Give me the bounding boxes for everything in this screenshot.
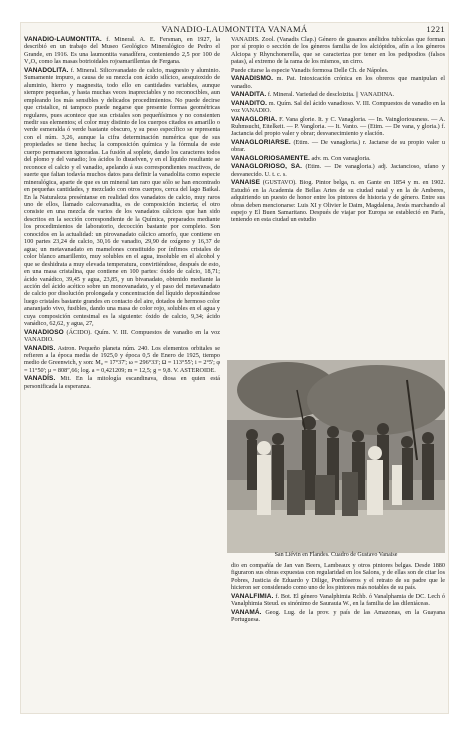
entry-vanadito: VANADITO. m. Quím. Sal del ácido vanadioso. V. III. Compuestos de vanadio en la voz VANADIO. <box>231 99 445 115</box>
entry-vanalfimia: VANALFIMIA. f. Bot. El género Vanalphimia Rchb. ó Vanalphamia de DC. Lech ó Vanalphimia Steud. es sinónimo de Saurauia W., en la familia de las dileniáceas. <box>231 592 445 608</box>
entry-vanaise: VANAISE (GUSTAVO). Biog. Pintor belga, n. en Gante en 1854 y m. en 1902. Estudió en la Academia de Bellas Artes de su ciudad natal y en la de Amberes, adquiriendo un puesto de honor entre los pintores de historia y de género. Entre sus obras deben mencionarse: Luis XI y Olivier le Daim, Magdalena, Jesús marchando al espejo y El Buen Samaritano. Después de viajar por Europa se estableció en París, teniendo en esta ciudad un estudio <box>231 179 445 224</box>
painting-image <box>227 360 445 553</box>
entry-vanadis-zool: VANADIS. Zool. (Vanadis Clap.) Género de gusanos anélidos tubícolas que forman por sí propio o sección de los géneros familia de los alciópidos, afín a los géneros Alciopa y Rhynchonerella, que se caracteriza por tener en los pedipodios (falsos patas), al extremo de la rama de los mismos, un cirro. <box>231 36 445 66</box>
entry-vanadismo: VANADISMO. m. Pat. Intoxicación crónica en los obreros que manipulan el vanadio. <box>231 75 445 90</box>
entry-vanadita: VANADITA. f. Mineral. Variedad de descloizita. || VANADINA. <box>231 91 395 99</box>
painting-illustration <box>227 360 445 553</box>
entry-vanadis-mit: VANADÍS. Mit. En la mitología escandinava, diosa en quien está personificada la esperanza. <box>24 375 220 390</box>
entry-vanama: VANAMÁ. Geog. Lug. de la prov. y país de las Amazonas, en la Guayana Portuguesa. <box>231 608 445 624</box>
entry-vanadis-species: Puede citarse la especie Vanadis formosa Delle Ch. de Nápoles. <box>231 66 389 74</box>
entry-vanadolita: VANADOLITA. f. Mineral. Silicovanadato de calcio, magnesio y aluminio. Sumamente impuro, a causa de su mezcla con ácido silícico, aesquioxido de aluminio, hierro y magnesita, todo ello en cantidades variables, aunque siempre pequeñas, y hasta muchas veces inapreciables y no reconocibles, aun empleando los más sensibles y delicados procedimientos. No puede decirse que cristalice, ni tampoco puede negarse que presente formas geométricas regulares, pues acontece que sus cristales son pequeñísimos y no consienten medir sus elementos; el color muy distinto de los cuerpos citados es amarillo o verde esmeralda ó verde bastante obscuro, y su peso específico se representa con el núm. 3,26, aunque la cifra determinación numérica que de sus propiedades se tiene hecha; la composición química y la fórmula de este cuerpo permanecen ignoradas. La fusión al soplete, dando los caracteres todos del plomo y del vanadio; los ácidos lo disuelven, y en el líquido resultante se reconoce el calcio y el vanadio, apelando á sus correspondientes reactivos, de suerte que faltan todavía muchos datos para definir la vanadolita como especie mineralógica, aparte de que es un mineral tan raro que sólo se han encontrado en pequeñas cantidades, y mezclado con otros cuerpos, cerca del lago Baikal. En la Naturaleza preséntanse en realidad dos vanadatos de calcio, muy raros uno de ellos, llamado calcovanadita, es de composición incierta; el otro consiste en una mezcla de varios de los vanadatos cálcicos que han sido descritos en la sección correspondiente de la Química, preparados mediante los procedimientos de laboratorio, decocción bastante por completo. Son conocidos en la actualidad: un pirovanadato cálcico amorfo, que contiene en 100 partes 23,24 de calcio, 30,16 de vanadio, 29,90 de oxígeno y 16,37 de agua; un metavanadato en mamelones constituido por ínfimos cristales de color blanco amarillento, muy solubles en el agua, insoluble en el alcohol y que se deshidrata a muy elevada temperatura, convirtiéndose, después de esto, en una masa cristalina, que contiene en 100 partes: óxido de calcio, 18,71; ácido vanádico, 39,45 y agua, 23,85, y un bivanadato, obtenido mediante la acción del ácido acético sobre un monovanadato, y el paso del metavanadato de calcio por disolución prolongada y concentración del líquido depositándose luego cristales bastante grandes en contacto del aire, dotados de hermoso color anaranjado vivo, fusibles, dando una masa de color rojo, solubles en el agua y cuya composición centesimal es la siguiente: óxido de calcio, 9,34; ácido vanádico, 62,62, y agua, 27, <box>24 66 220 328</box>
entry-vanaglorioso: VANAGLORIOSO, SA. (Etim. — De vanagloria.) adj. Jactancioso, ufano y desvanecido. U. t. c. s. <box>231 163 445 178</box>
right-column-top <box>231 36 445 356</box>
running-title: VANADIO-LAUMONTITA VANAMÁ <box>161 24 308 34</box>
left-column <box>24 36 220 708</box>
page-number: 1221 <box>426 24 445 34</box>
entry-vanadioso: VANADIOSO (ÁCIDO). Quím. V. III. Compuestos de vanadio en la voz VANADIO. <box>24 328 220 344</box>
entry-vanadio-laumontita: VANADIO-LAUMONTITA. f. Mineral. A. E. Fersman, en 1927, la describió en un trabajo del Museo Geológico Mineralógico de Pedro el Grande, en 1916. Es una laumontita vanadífera, conteniendo 2,5 por 100 de V₂O₅ como las masas botrioidales rojoamarillentas de Fergana. <box>24 36 220 66</box>
entry-vanadis-astron: VANADIS. Astron. Pequeño planeta núm. 240. Los elementos orbitales se refieren a la época media de 1925,0 y época 0,5 de Enero de 1925, tiempo medio de Greenwich, y son: M₀ = 17°37'; ω = 296°33'; Ω = 113°55'; i = 2°5'; φ = 11°50'; μ = 808″,66; log. a = 0,421209; m = 12,5; g = 9,8. V. ASTEROIDE. <box>24 344 220 374</box>
page-header <box>20 24 449 36</box>
encyclopedia-page <box>20 22 449 714</box>
entry-vanaise-continued: dio en compañía de Jan van Beers, Lambeaux y otros pintores belgas. Desde 1880 figuraron sus obras expuestas con regularidad en los Salons, y de ellas son de citar los Pobres, Justicia de Eduardo y Dilige, Pordióseros y el retrato de su padre que le hicieron ser considerado como uno de los pintores más notables de su país. <box>231 562 445 592</box>
figure-caption: San Liévin en Flandes. Cuadro de Gustavo Vanaise <box>274 552 398 558</box>
entry-vanagloriosamente: VANAGLORIOSAMENTE. adv. m. Con vanagloria. <box>231 154 371 162</box>
entry-vanagloriarse: VANAGLORIARSE. (Etim. — De vanagloria.) r. Jactarse de su propio valer u obrar. <box>231 138 445 154</box>
entry-vanagloria: VANAGLORIA. F. Vana glorie. It. y C. Vanagloria. — In. Vaingloriousness. — A. Ruhmsucht, Eitelkeit. — P. Vangloria. — It. Vanto. — (Etim. — De vana, y gloria.) f. Jactancia del propio valer y obrar; desvanecimiento y elación. <box>231 115 445 138</box>
right-column-bottom <box>231 562 445 710</box>
